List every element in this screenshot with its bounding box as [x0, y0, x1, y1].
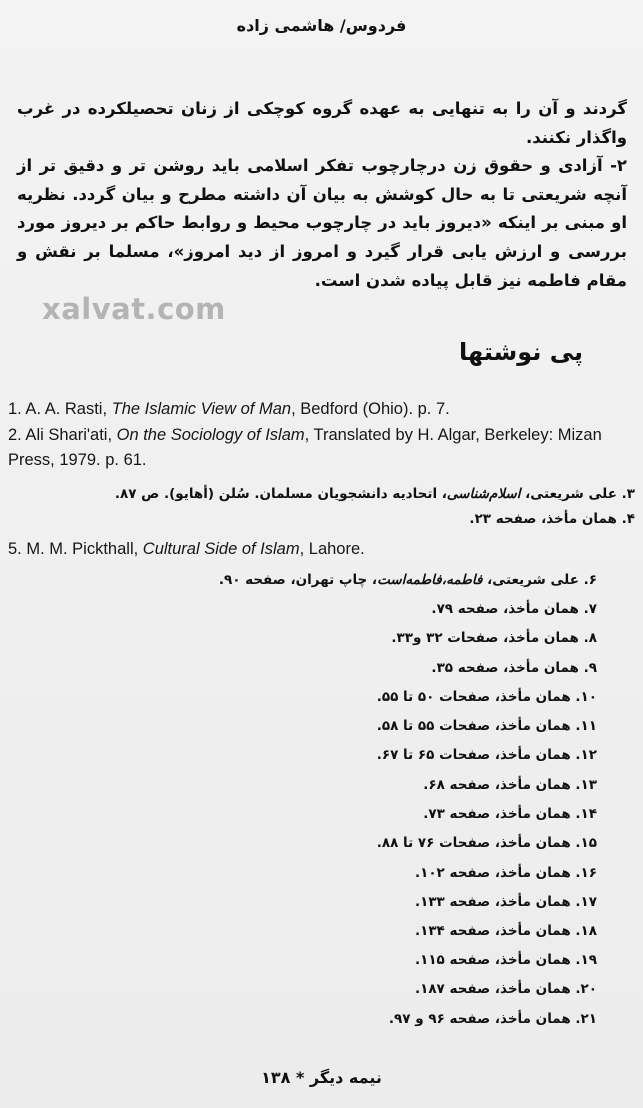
footnote-3-pre: ۳. علی شریعتی، [520, 486, 635, 502]
footnote-19: ۱۹. همان مأخذ، صفحه ۱۱۵. [414, 952, 597, 968]
footnote-10: ۱۰. همان مأخذ، صفحات ۵۰ تا ۵۵. [376, 689, 597, 705]
footnote-8: ۸. همان مأخذ، صفحات ۳۲ و۳۳. [391, 630, 597, 646]
watermark: xalvat.com [42, 292, 226, 326]
page-folio: نیمه دیگر * ۱۳۸ [261, 1068, 382, 1087]
body-text [17, 95, 627, 295]
footnote-1-title: The Islamic View of Man [111, 400, 292, 418]
footnote-2-post: , Translated by H. Algar, Berkeley: Mizan Press, 1979. p. 61. [8, 426, 602, 469]
footnote-20: ۲۰. همان مأخذ، صفحه ۱۸۷. [414, 981, 597, 997]
footnote-3-post: ، اتحادیه دانشجویان مسلمان. سُلن (أهایو). ص ۸۷. [114, 486, 447, 502]
footnote-2-title: On the Sociology of Islam [116, 426, 305, 444]
footnote-17: ۱۷. همان مأخذ، صفحه ۱۳۳. [414, 894, 597, 910]
footnote-1 [8, 397, 633, 422]
paragraph-continuation: گردند و آن را به تنهایی به عهده گروه کوچکی از زنان تحصیلکرده در غرب واگذار نکنند. [17, 99, 627, 147]
footnote-5-post: , Lahore. [299, 540, 365, 558]
paragraph-point-2: ۲- آزادی و حقوق زن درچارچوب تفکر اسلامی باید روشن تر و دقیق تر از آنچه شریعتی تا به حال کوشش به بیان آن داشته مطرح و بیان گردد. نظریه او مبنی بر اینکه «دیروز باید در چارچوب محیط و روابط حاکم بر دیروز مورد بررسی و ارزش یابی قرار گیرد و امروز از دید امروز»، مسلما بر نقش و مقام فاطمه نیز قابل پیاده شدن است. [17, 156, 627, 290]
footnote-5-pre: 5. M. M. Pickthall, [8, 540, 143, 558]
footnote-5-title: Cultural Side of Islam [142, 540, 300, 558]
footnote-14: ۱۴. همان مأخذ، صفحه ۷۳. [423, 806, 597, 822]
footnote-2 [8, 423, 633, 473]
running-head: فردوس/ هاشمی زاده [236, 16, 407, 35]
footnote-13: ۱۳. همان مأخذ، صفحه ۶۸. [423, 777, 597, 793]
footnote-18: ۱۸. همان مأخذ، صفحه ۱۳۴. [414, 923, 597, 939]
footnote-12: ۱۲. همان مأخذ، صفحات ۶۵ تا ۶۷. [376, 747, 597, 763]
footnote-6 [219, 570, 597, 590]
footnote-6-pre: ۶. علی شریعتی، [482, 572, 597, 588]
footnote-11: ۱۱. همان مأخذ، صفحات ۵۵ تا ۵۸. [376, 718, 597, 734]
footnote-5 [8, 537, 633, 562]
footnote-3 [115, 484, 635, 504]
footnote-15: ۱۵. همان مأخذ، صفحات ۷۶ تا ۸۸. [376, 835, 597, 851]
notes-heading: پی نوشتها [459, 338, 583, 366]
footnote-2-pre: 2. Ali Shari'ati, [8, 426, 117, 444]
footnote-1-post: , Bedford (Ohio). p. 7. [291, 400, 450, 418]
footnote-16: ۱۶. همان مأخذ، صفحه ۱۰۲. [414, 865, 597, 881]
footnote-7: ۷. همان مأخذ، صفحه ۷۹. [431, 601, 597, 617]
footnote-1-pre: 1. A. A. Rasti, [8, 400, 112, 418]
footnote-21: ۲۱. همان مأخذ، صفحه ۹۶ و ۹۷. [388, 1011, 597, 1027]
footnote-6-title: فاطمه،فاطمه‌است [377, 572, 483, 588]
footnote-3-title: اسلام‌شناسی [446, 486, 521, 502]
footnote-9: ۹. همان مأخذ، صفحه ۳۵. [431, 660, 597, 676]
footnote-6-post: ، چاپ تهران، صفحه ۹۰. [218, 572, 378, 588]
footnote-4: ۴. همان مأخذ، صفحه ۲۳. [469, 511, 635, 527]
